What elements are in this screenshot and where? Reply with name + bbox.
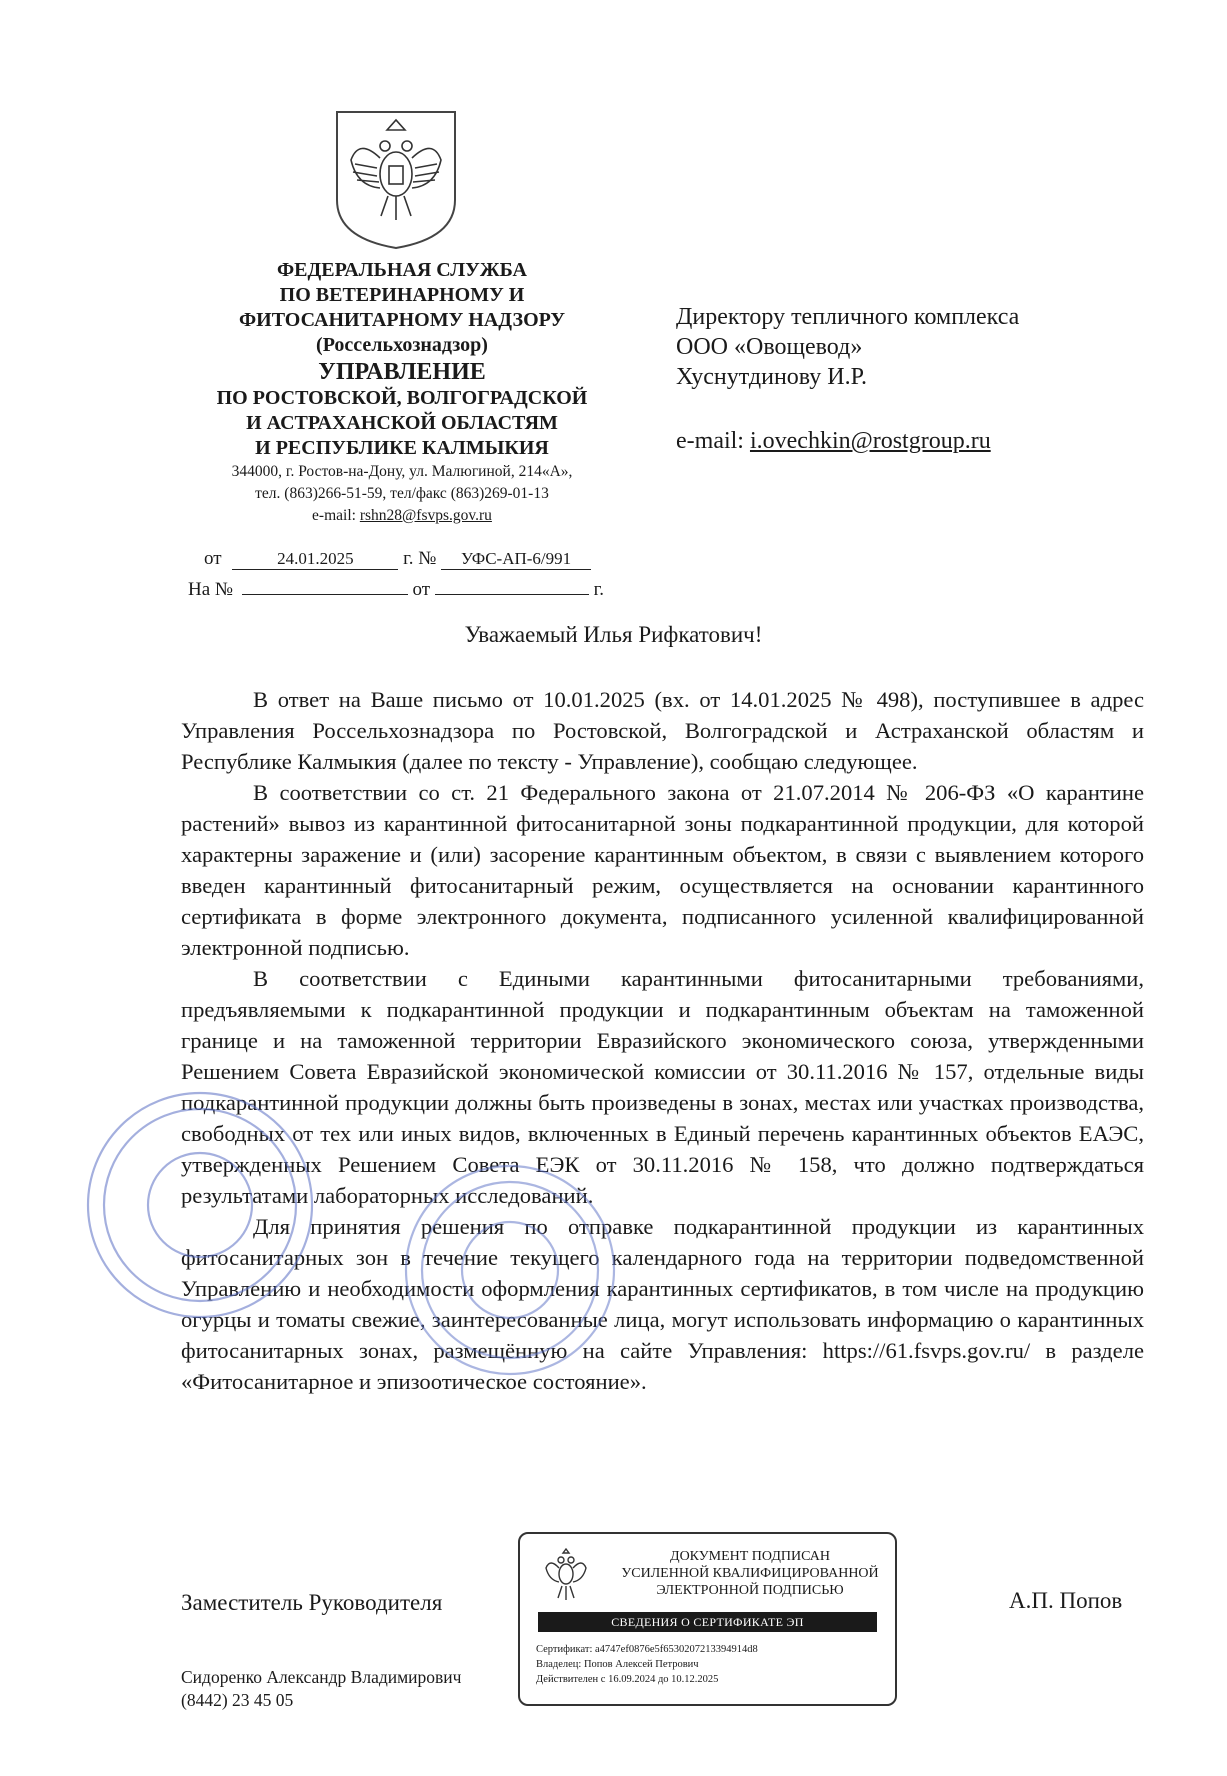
org-line: (Россельхознадзор): [316, 334, 488, 356]
esign-certificate: Сертификат: a4747ef0876e5f6530207213394914d8: [536, 1644, 758, 1655]
electronic-signature-stamp: [518, 1532, 897, 1706]
org-line: ПО ВЕТЕРИНАРНОМУ И: [279, 284, 525, 306]
registration-line: [204, 548, 591, 570]
addressee-line: Хуснутдинову И.Р.: [676, 364, 867, 390]
reg-number: УФС-АП-6/991: [441, 549, 591, 570]
reg-date: 24.01.2025: [232, 549, 398, 570]
org-line: ФЕДЕРАЛЬНАЯ СЛУЖБА: [277, 259, 527, 281]
executor: [181, 1666, 461, 1712]
sender-email-link[interactable]: rshn28@fsvps.gov.ru: [359, 507, 492, 524]
ref-number-blank: [242, 574, 408, 595]
dept-title: УПРАВЛЕНИЕ: [318, 359, 486, 385]
reg-from-label: от: [204, 548, 222, 569]
paragraph: Для принятия решения по отправке подкарантинной продукции из карантинных фитосанитарных зон в течение текущего календарного года на территории подведомственной Управлению и необходимости оформления карантинных сертификатов, в том числе на продукцию огурцы и томаты свежие, заинтересованные лица, могут использовать информацию о карантинных фитосанитарных зонах, размещённую на сайте Управления: https://61.fsvps.gov.ru/ в разделе «Фитосанитарное и эпизоотическое состояние».: [181, 1214, 1144, 1394]
coat-of-arms-icon: [544, 1548, 588, 1602]
addressee-line: Директору тепличного комплекса: [676, 304, 1020, 330]
coat-of-arms-icon: [333, 108, 459, 250]
esign-owner: Владелец: Попов Алексей Петрович: [536, 1659, 699, 1670]
ref-date-blank: [435, 574, 589, 595]
esign-title-line: УСИЛЕННОЙ КВАЛИФИЦИРОВАННОЙ: [621, 1566, 879, 1581]
addressee-email-line: [676, 426, 1019, 456]
sender-header: [190, 258, 614, 527]
paragraph: В соответствии с Едиными карантинными фитосанитарными требованиями, предъявляемыми к подкарантинной продукции и подкарантинным объектам на таможенной границе и на таможенной территории Евразийского экономического союза, утвержденными Решением Совета Евразийской экономической комиссии от 30.11.2016 № 157, отдельные виды подкарантинной продукции должны быть произведены в зонах, местах или участках производства, свободных от тех или иных видов, включенных в Единый перечень карантинных объектов ЕАЭС, утвержденных Решением Совета ЕЭК от 30.11.2016 № 158, что должно подтверждаться результатами лабораторных исследований.: [181, 966, 1144, 1208]
esign-details: [536, 1642, 758, 1687]
esign-title-line: ДОКУМЕНТ ПОДПИСАН: [670, 1549, 830, 1564]
dept-line: ПО РОСТОВСКОЙ, ВОЛГОГРАДСКОЙ: [216, 387, 588, 409]
signer-role: Заместитель Руководителя: [181, 1590, 443, 1615]
addressee-email-label: e-mail:: [676, 428, 744, 454]
reference-line: [188, 574, 604, 601]
ref-year-label: г.: [593, 579, 605, 600]
letter-body: [181, 684, 1144, 1397]
executor-phone: (8442) 23 45 05: [181, 1690, 294, 1710]
sender-address: 344000, г. Ростов-на-Дону, ул. Малюгиной, 214«А»,: [231, 463, 573, 480]
esign-title: [610, 1548, 890, 1599]
addressee-line: ООО «Овощевод»: [676, 334, 863, 360]
esign-title-line: ЭЛЕКТРОННОЙ ПОДПИСЬЮ: [656, 1583, 844, 1598]
sender-email-line: [190, 505, 614, 527]
ref-label: На №: [188, 579, 234, 600]
sender-email-label: e-mail:: [312, 507, 356, 524]
dept-line: И РЕСПУБЛИКЕ КАЛМЫКИЯ: [255, 437, 549, 459]
greeting: Уважаемый Илья Рифкатович!: [464, 622, 763, 647]
addressee-email-link[interactable]: i.ovechkin@rostgroup.ru: [749, 428, 991, 454]
esign-info-bar: СВЕДЕНИЯ О СЕРТИФИКАТЕ ЭП: [538, 1612, 877, 1632]
paragraph: В ответ на Ваше письмо от 10.01.2025 (вх. от 14.01.2025 № 498), поступившее в адрес Управления Россельхознадзора по Ростовской, Волгоградской и Астраханской областям и Республике Калмыкия (далее по тексту - Управление), сообщаю следующее.: [181, 687, 1144, 774]
signer-name: А.П. Попов: [1009, 1588, 1123, 1613]
ref-from-label: от: [412, 579, 431, 600]
dept-line: И АСТРАХАНСКОЙ ОБЛАСТЯМ: [246, 412, 558, 434]
reg-number-label: г. №: [403, 548, 437, 569]
org-line: ФИТОСАНИТАРНОМУ НАДЗОРУ: [238, 309, 566, 331]
executor-name: Сидоренко Александр Владимирович: [181, 1667, 462, 1687]
paragraph: В соответствии со ст. 21 Федерального закона от 21.07.2014 № 206-ФЗ «О карантине растений» вывоз из карантинной фитосанитарной зоны подкарантинной продукции, для которой характерны заражение и (или) засорение карантинным объектом, в связи с выявлением которого введен карантинный фитосанитарный режим, осуществляется на основании карантинного сертификата в форме электронного документа, подписанного усиленной квалифицированной электронной подписью.: [181, 780, 1144, 960]
esign-validity: Действителен с 16.09.2024 до 10.12.2025: [536, 1674, 719, 1685]
sender-phones: тел. (863)266-51-59, тел/факс (863)269-01-13: [255, 485, 549, 502]
addressee: [676, 302, 1019, 456]
